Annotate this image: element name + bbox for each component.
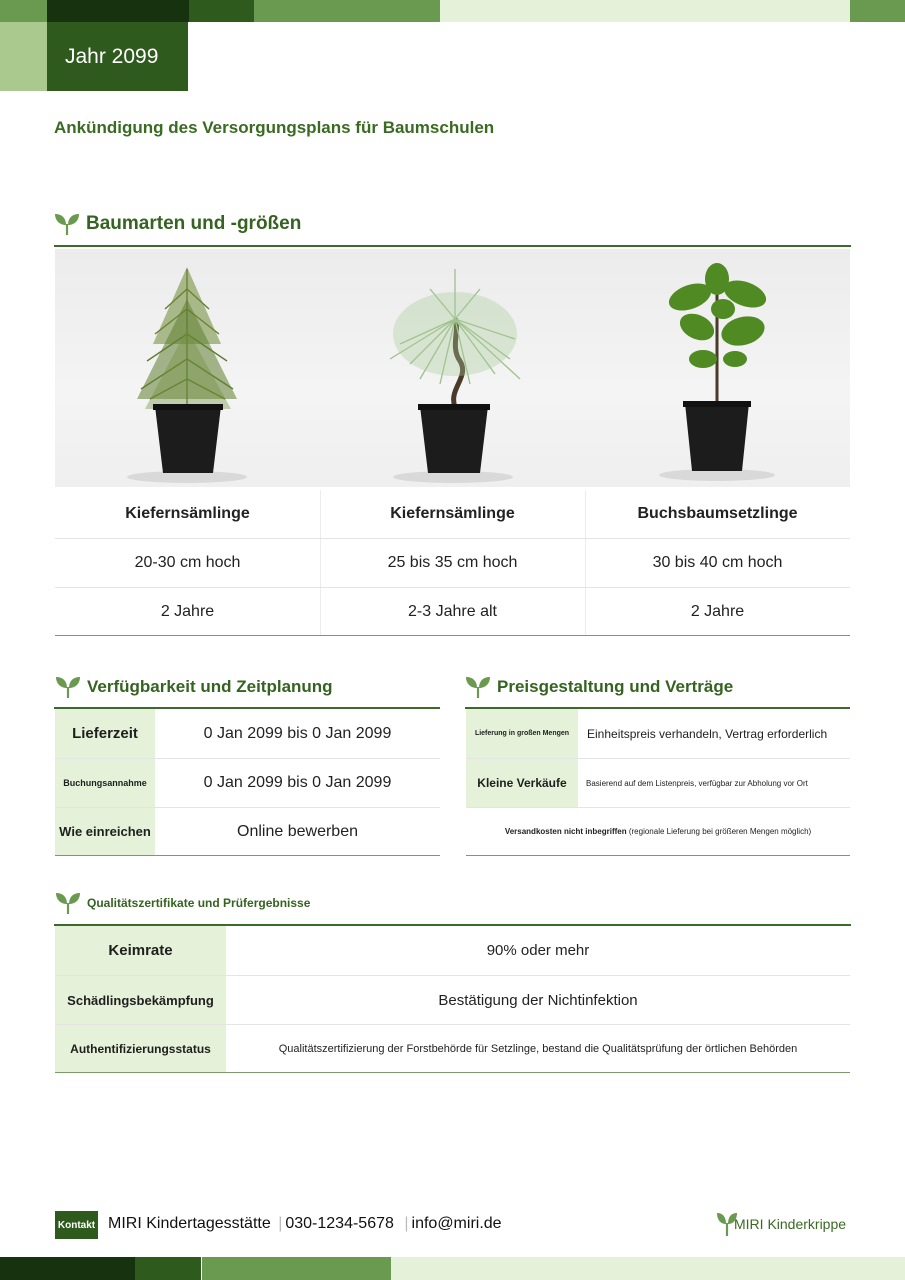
shipping-note-rest: (regionale Lieferung bei größeren Mengen möglich) <box>626 827 812 836</box>
quality-label-pest: Schädlingsbekämpfung <box>55 976 226 1024</box>
tree-age-2: 2-3 Jahre alt <box>408 603 497 620</box>
tree-height-1: 20-30 cm hoch <box>134 554 241 571</box>
footer-org: MIRI Kindertagesstätte <box>108 1215 271 1232</box>
oak-sapling-image <box>585 249 850 487</box>
pricing-bottom-rule <box>466 855 850 856</box>
bottom-bar-1 <box>0 1257 135 1280</box>
bottom-bar-4 <box>391 1257 905 1280</box>
pricing-label-small: Kleine Verkäufe <box>466 759 578 807</box>
tree-height-3: 30 bis 40 cm hoch <box>652 554 783 571</box>
quality-value-pest: Bestätigung der Nichtinfektion <box>438 991 638 1009</box>
quality-label-germination: Keimrate <box>55 926 226 975</box>
bottom-bar-2 <box>135 1257 201 1280</box>
tree-name-1: Kiefernsämlinge <box>125 505 250 522</box>
logo-text: MIRI Kinderkrippe <box>734 1216 847 1232</box>
sprout-icon <box>55 675 81 699</box>
pine-seedling-image <box>55 249 320 487</box>
bent-pine-seedling-image <box>320 249 585 487</box>
availability-label-delivery: Lieferzeit <box>55 709 155 758</box>
availability-value-delivery: 0 Jan 2099 bis 0 Jan 2099 <box>203 724 392 742</box>
footer-email[interactable]: info@miri.de <box>411 1215 502 1232</box>
quality-value-auth: Qualitätszertifizierung der Forstbehörde für Setzlinge, bestand die Qualitätsprüfung der örtlichen Behörden <box>278 1042 798 1055</box>
sprout-icon <box>55 891 81 915</box>
tree-age-1: 2 Jahre <box>160 603 215 620</box>
pricing-label-bulk: Lieferung in großen Mengen <box>466 709 578 758</box>
footer-logo <box>716 1212 846 1236</box>
species-rule <box>54 245 851 247</box>
availability-label-submit: Wie einreichen <box>55 808 155 855</box>
footer-contact-line: MIRI Kindertagesstätte | 030-1234-5678 | info@miri.de <box>108 1215 502 1232</box>
availability-value-booking: 0 Jan 2099 bis 0 Jan 2099 <box>203 774 392 791</box>
top-bar-1 <box>0 0 47 22</box>
availability-bottom-rule <box>55 855 440 856</box>
contact-badge: Kontakt <box>55 1211 98 1239</box>
species-section-title: Baumarten und -größen <box>54 212 301 236</box>
footer-phone[interactable]: 030-1234-5678 <box>285 1215 394 1232</box>
top-bar-2 <box>47 0 189 22</box>
tree-height-2: 25 bis 35 cm hoch <box>387 554 518 571</box>
year-badge: Jahr 2099 <box>47 22 188 91</box>
tree-name-2: Kiefernsämlinge <box>390 505 515 522</box>
page-subtitle: Ankündigung des Versorgungsplans für Baumschulen <box>54 118 495 137</box>
availability-value-submit: Online bewerben <box>237 822 358 840</box>
tree-name-3: Buchsbaumsetzlinge <box>637 505 798 522</box>
top-bar-4 <box>254 0 440 22</box>
quality-section-title: Qualitätszertifikate und Prüfergebnisse <box>55 891 310 915</box>
pricing-section-title: Preisgestaltung und Verträge <box>465 675 733 699</box>
pricing-value-small: Basierend auf dem Listenpreis, verfügbar zur Abholung vor Ort <box>586 778 808 788</box>
availability-label-booking: Buchungsannahme <box>55 759 155 807</box>
pricing-value-bulk: Einheitspreis verhandeln, Vertrag erforderlich <box>587 726 828 741</box>
sprout-icon <box>54 212 80 236</box>
tree-age-3: 2 Jahre <box>690 603 745 620</box>
quality-bottom-rule <box>55 1072 850 1073</box>
availability-section-title: Verfügbarkeit und Zeitplanung <box>55 675 333 699</box>
top-bar-5 <box>440 0 850 22</box>
quality-label-auth: Authentifizierungsstatus <box>55 1025 226 1072</box>
bottom-bar-3 <box>202 1257 391 1280</box>
shipping-note-bold: Versandkosten nicht inbegriffen <box>504 827 627 836</box>
quality-value-germination: 90% oder mehr <box>486 942 590 959</box>
table-bottom-rule <box>55 635 850 636</box>
top-bar-3 <box>189 0 254 22</box>
sprout-icon <box>465 675 491 699</box>
left-accent-block <box>0 22 47 91</box>
top-bar-6 <box>850 0 905 22</box>
pricing-shipping-note <box>466 808 850 855</box>
